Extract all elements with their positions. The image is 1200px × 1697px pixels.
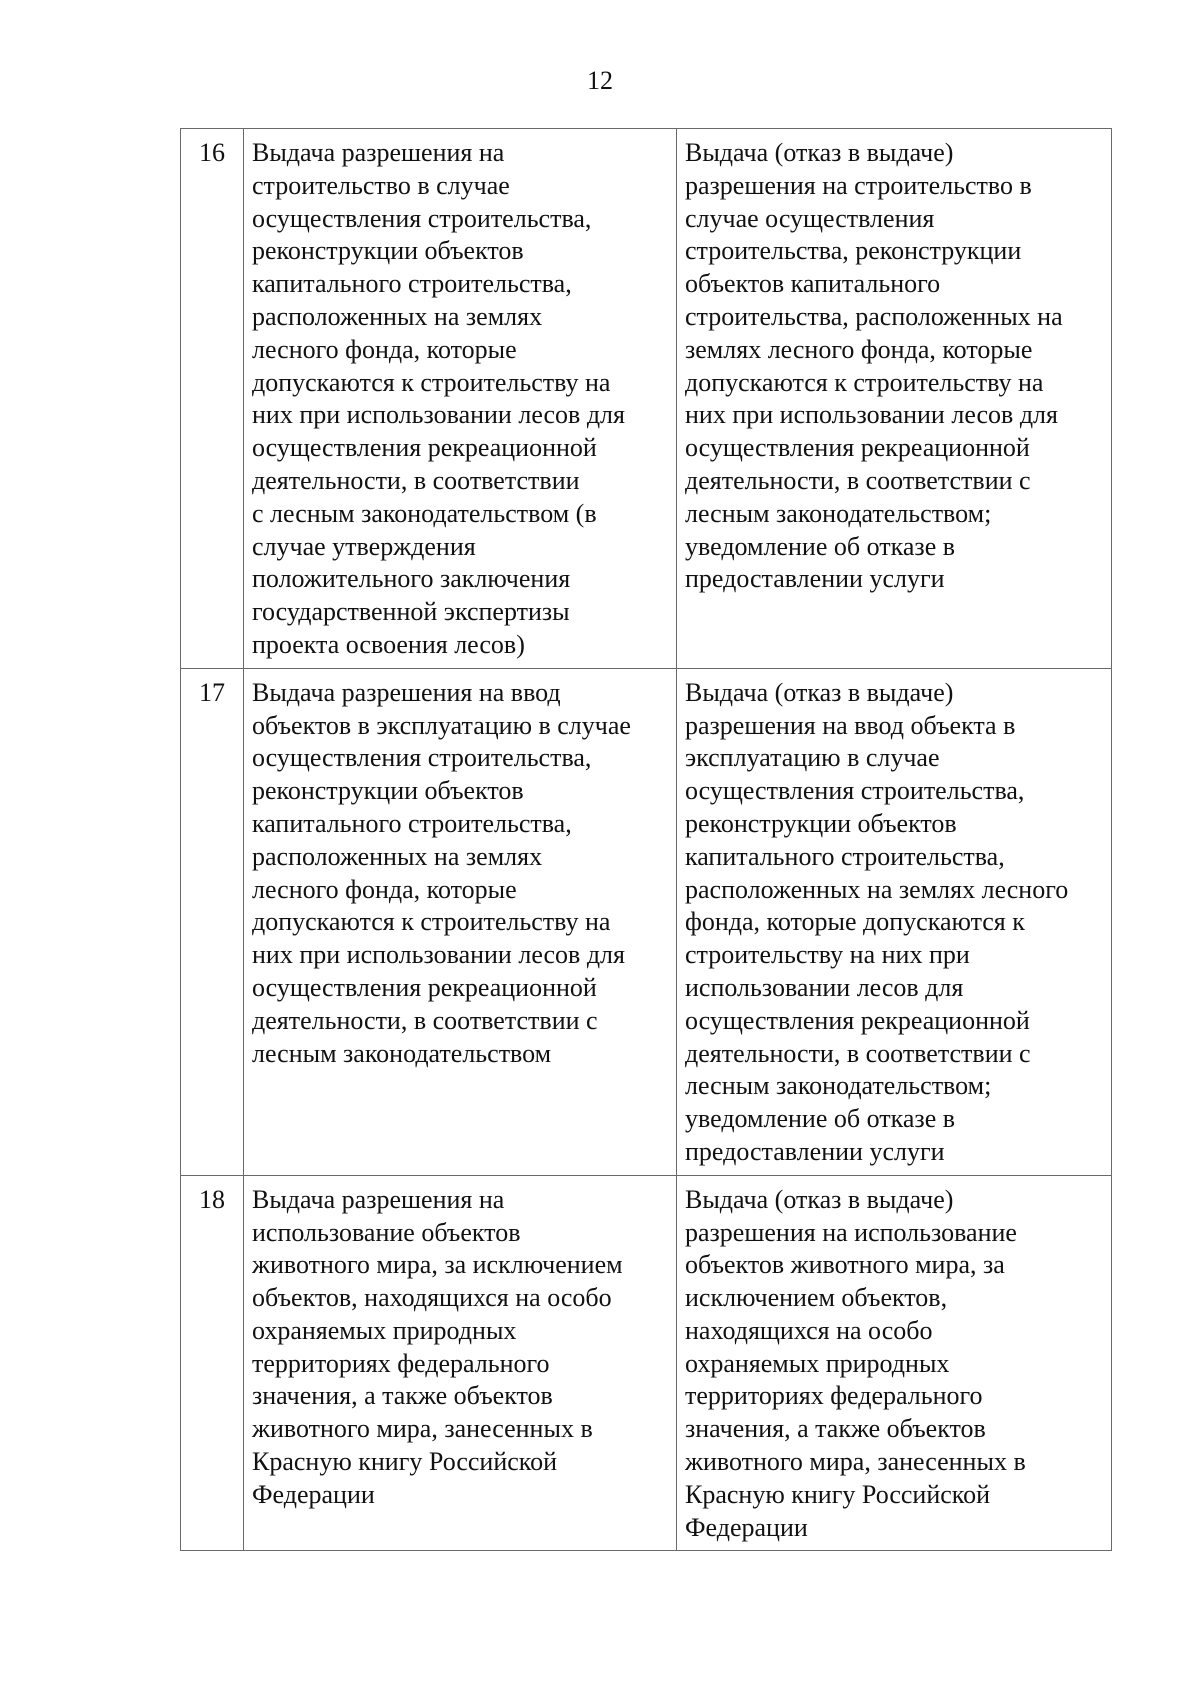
table-row [181,129,1112,669]
service-name-line: реконструкции объектов [252,236,524,266]
service-result-line: расположенных на землях лесного [685,874,1069,904]
service-result-line: исключением объектов, [685,1283,948,1313]
service-name-line: объектов, находящихся на особо [252,1283,612,1313]
service-name-line: осуществления рекреационной [252,433,597,463]
service-result-line: осуществления строительства, [685,776,1025,806]
service-result-line: лесным законодательством; [685,498,992,528]
service-name-line: положительного заключения [252,564,571,594]
service-result-line: Выдача (отказ в выдаче) [685,1184,954,1214]
service-result-line: реконструкции объектов [685,808,957,838]
service-name-line: них при использовании лесов для [252,940,625,970]
service-result-line: эксплуатацию в случае [685,743,940,773]
service-result-line: строительству на них при [685,940,970,970]
service-result-line: уведомление об отказе в [685,531,956,561]
service-result-line: находящихся на особо [685,1315,933,1345]
service-result-line: разрешения на ввод объекта в [685,710,1016,740]
service-name-line: деятельности, в соответствии с [252,1005,598,1035]
service-result-line: строительства, реконструкции [685,236,1022,266]
service-name-line: лесного фонда, которые [252,874,517,904]
services-table-body [181,129,1112,1551]
service-name-line: животного мира, занесенных в [252,1414,593,1444]
service-name-line: значения, а также объектов [252,1381,553,1411]
service-name-line: Выдача разрешения на [252,1184,505,1214]
service-result-line: использовании лесов для [685,972,964,1002]
table-row [181,1175,1112,1551]
service-result-line: капитального строительства, [685,841,1005,871]
service-result-line: строительства, расположенных на [685,301,1063,331]
service-name-line: них при использовании лесов для [252,400,625,430]
service-name-cell [244,1175,677,1551]
service-name-line: с лесным законодательством (в [252,498,597,528]
service-result-line: разрешения на использование [685,1217,1017,1247]
service-name-line: осуществления строительства, [252,203,592,233]
services-table [180,128,1112,1551]
service-result-line: предоставлении услуги [685,1136,945,1166]
service-name-line: использование объектов [252,1217,521,1247]
service-name-cell [244,129,677,669]
service-result-line: Федерации [685,1512,808,1542]
service-result-line: деятельности, в соответствии с [685,465,1031,495]
service-result-line: уведомление об отказе в [685,1104,956,1134]
service-result-line: случае осуществления [685,203,935,233]
service-result-line: лесным законодательством; [685,1071,992,1101]
service-name-line: Выдача разрешения на ввод [252,677,561,707]
service-result-line: объектов животного мира, за [685,1250,1005,1280]
service-result-line: допускаются к строительству на [685,367,1044,397]
service-name-line: капитального строительства, [252,808,572,838]
service-name-line: проекта освоения лесов) [252,629,525,659]
service-name-line: капитального строительства, [252,269,572,299]
service-result-line: Выдача (отказ в выдаче) [685,677,954,707]
service-result-line: них при использовании лесов для [685,400,1058,430]
service-result-line: значения, а также объектов [685,1414,986,1444]
service-result-line: Выдача (отказ в выдаче) [685,138,954,167]
service-result-line: разрешения на строительство в [685,170,1032,200]
service-name-line: Выдача разрешения на [252,138,505,167]
service-name-line: деятельности, в соответствии [252,465,580,495]
service-result-line: объектов капитального [685,269,941,299]
service-name-line: осуществления рекреационной [252,972,597,1002]
service-name-line: Красную книгу Российской [252,1447,558,1477]
page-number: 12 [587,66,613,95]
service-name-line: реконструкции объектов [252,776,524,806]
service-name-line: государственной экспертизы [252,597,570,627]
service-name-line: лесным законодательством [252,1038,552,1068]
service-name-cell [244,668,677,1175]
service-result-line: фонда, которые допускаются к [685,907,1025,937]
service-result-line: территориях федерального [685,1381,983,1411]
service-name-line: охраняемых природных [252,1315,517,1345]
service-name-line: Федерации [252,1479,375,1509]
service-result-line: охраняемых природных [685,1348,950,1378]
service-name-line: осуществления строительства, [252,743,592,773]
service-result-line: землях лесного фонда, которые [685,334,1033,364]
service-name-line: расположенных на землях [252,841,543,871]
service-name-line: строительство в случае [252,170,510,200]
row-number: 16 [181,129,244,669]
service-name-line: допускаются к строительству на [252,367,611,397]
service-result-cell [677,129,1112,669]
service-name-line: объектов в эксплуатацию в случае [252,710,631,740]
table-row [181,668,1112,1175]
service-result-line: животного мира, занесенных в [685,1447,1026,1477]
service-name-line: случае утверждения [252,531,476,561]
row-number: 18 [181,1175,244,1551]
service-result-cell [677,1175,1112,1551]
service-name-line: допускаются к строительству на [252,907,611,937]
service-result-line: предоставлении услуги [685,564,945,594]
service-name-line: животного мира, за исключением [252,1250,623,1280]
service-result-line: осуществления рекреационной [685,1005,1030,1035]
service-result-line: осуществления рекреационной [685,433,1030,463]
service-result-line: Красную книгу Российской [685,1479,991,1509]
service-name-line: территориях федерального [252,1348,550,1378]
row-number: 17 [181,668,244,1175]
service-name-line: расположенных на землях [252,301,543,331]
service-result-cell [677,668,1112,1175]
service-name-line: лесного фонда, которые [252,334,517,364]
service-result-line: деятельности, в соответствии с [685,1038,1031,1068]
